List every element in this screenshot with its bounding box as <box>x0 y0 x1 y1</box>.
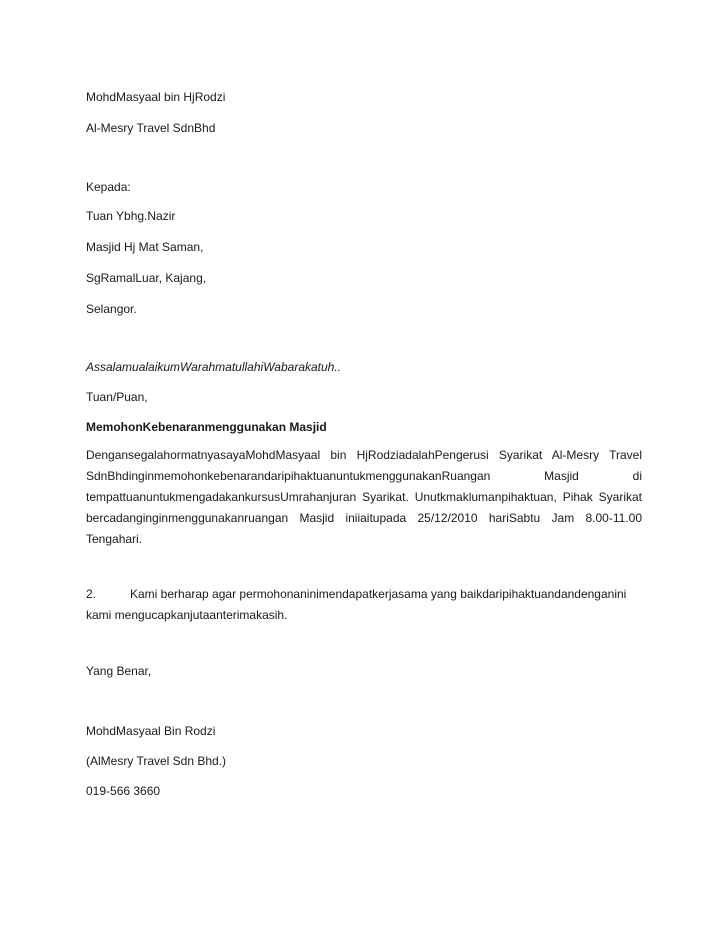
paragraph-number: 2. <box>86 587 97 601</box>
sender-name: MohdMasyaal bin HjRodzi <box>86 90 226 104</box>
recipient-line: Tuan Ybhg.Nazir <box>86 209 176 223</box>
signature-company: (AlMesry Travel Sdn Bhd.) <box>86 754 227 768</box>
closing: Yang Benar, <box>86 664 152 678</box>
signature-name: MohdMasyaal Bin Rodzi <box>86 724 216 738</box>
paragraph-2-text: Kami berharap agar permohonaninimendapatkerjasama yang baikdaripihaktuandandenganini kami mengucapkanjutaanterimakasih. <box>86 587 627 622</box>
greeting: AssalamualaikumWarahmatullahiWabarakatuh.. <box>86 360 342 374</box>
recipient-line: Masjid Hj Mat Saman, <box>86 240 204 254</box>
subject-line: MemohonKebenaranmenggunakan Masjid <box>86 420 327 434</box>
recipient-label: Kepada: <box>86 180 131 194</box>
body-paragraph-2 <box>86 584 642 626</box>
recipient-line: Selangor. <box>86 302 137 316</box>
signature-phone: 019-566 3660 <box>86 784 161 798</box>
recipient-line: SgRamalLuar, Kajang, <box>86 271 207 285</box>
body-paragraph-1: DengansegalahormatnyasayaMohdMasyaal bin HjRodziadalahPengerusi Syarikat Al-Mesry Travel SdnBhdinginmemohonkebenarandaripihaktuanuntukmenggunakanRuangan Masjid di tempattuanuntukmengadakankursusUmrahanjuran Syarikat. Unutkmaklumanpihaktuan, Pihak Syarikat bercadanginginmenggunakanruangan Masjid iniiaitupada 25/12/2010 hariSabtu Jam 8.00-11.00 Tengahari. <box>86 448 642 546</box>
salutation: Tuan/Puan, <box>86 390 148 404</box>
sender-company: Al-Mesry Travel SdnBhd <box>86 121 216 135</box>
